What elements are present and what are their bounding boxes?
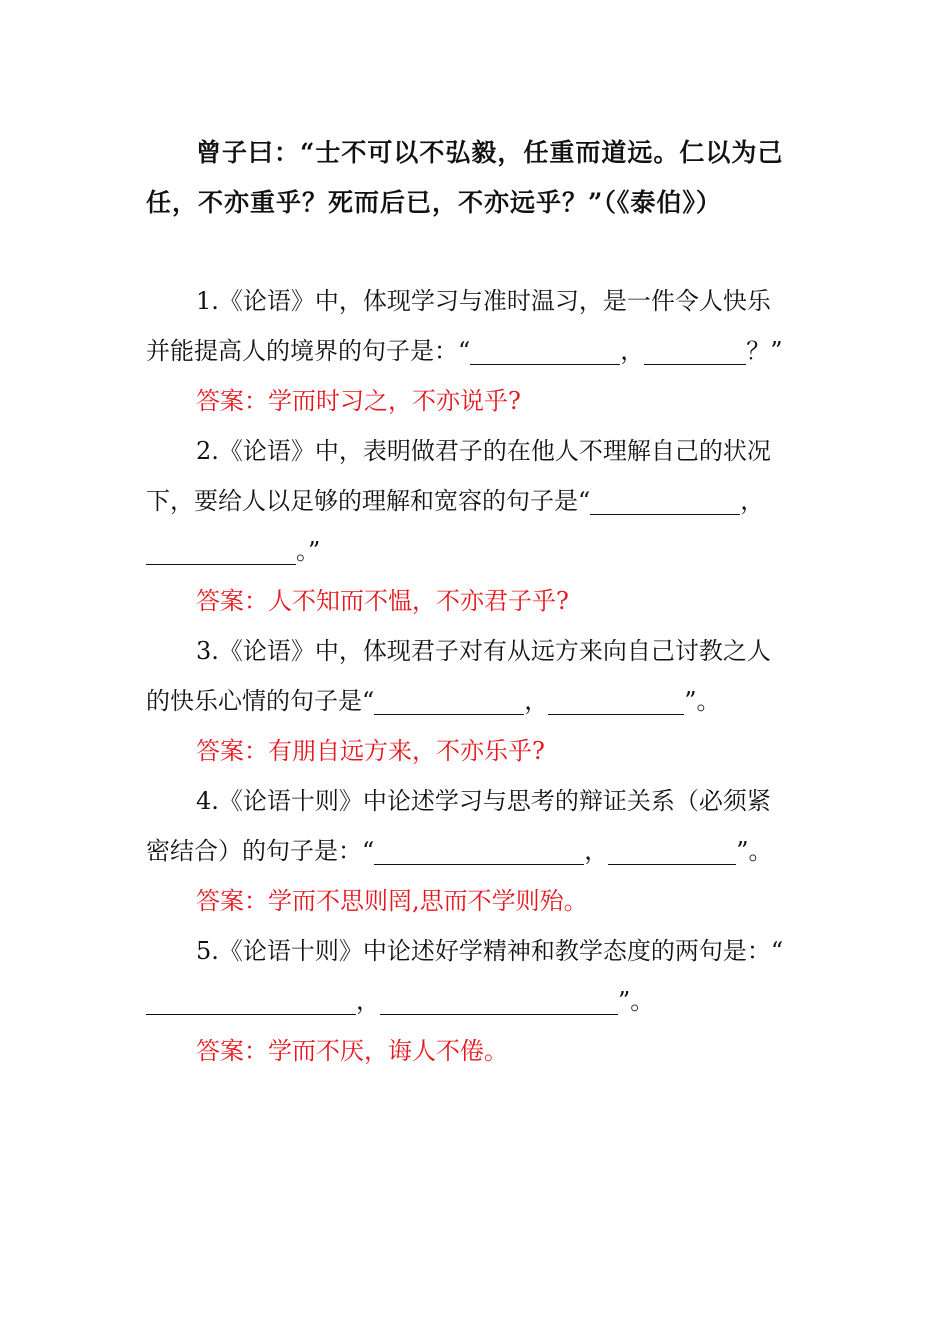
question-5 [146, 926, 791, 1026]
question-list [146, 276, 791, 1076]
question-text-end: ？” [746, 337, 783, 365]
answer-blank-1a[interactable] [470, 336, 620, 365]
question-text-end: ”。 [736, 837, 773, 865]
question-1 [146, 276, 791, 376]
answer-blank-1b[interactable] [644, 336, 746, 365]
answer-blank-5b[interactable] [380, 986, 618, 1015]
question-text-end: ”。 [684, 687, 721, 715]
answer-blank-4a[interactable] [374, 836, 584, 865]
question-2 [146, 426, 791, 576]
classical-quote: 曾子曰：“士不可以不弘毅，任重而道远。仁以为己任，不亦重乎？死而后已，不亦远乎？”（《泰伯》） [146, 138, 784, 217]
question-text: 4.《论语十则》中论述学习与思考的辩证关系（必须紧密结合）的句子是：“ [146, 787, 771, 865]
answer-1: 答案：学而时习之，不亦说乎? [196, 387, 521, 415]
answer-4: 答案：学而不思则罔,思而不学则殆。 [196, 887, 588, 915]
answer-blank-3a[interactable] [374, 686, 524, 715]
answer-5: 答案：学而不厌，诲人不倦。 [196, 1037, 508, 1065]
answer-2: 答案：人不知而不愠，不亦君子乎? [196, 587, 569, 615]
answer-blank-3b[interactable] [548, 686, 684, 715]
question-separator: ， [740, 487, 765, 515]
question-3 [146, 626, 791, 726]
question-text: 3.《论语》中，体现君子对有从远方来向自己讨教之人的快乐心情的句子是“ [146, 637, 771, 715]
question-4 [146, 776, 791, 876]
answer-blank-4b[interactable] [608, 836, 736, 865]
question-separator: ， [524, 687, 549, 715]
question-separator: ， [584, 837, 609, 865]
answer-blank-2a[interactable] [590, 486, 740, 515]
question-text: 5.《论语十则》中论述好学精神和教学态度的两句是：“ [196, 937, 784, 965]
question-text-end: 。” [296, 537, 321, 565]
question-separator: ， [620, 337, 645, 365]
question-text: 1.《论语》中，体现学习与准时温习，是一件令人快乐并能提高人的境界的句子是：“ [146, 287, 771, 365]
answer-3: 答案：有朋自远方来，不亦乐乎? [196, 737, 545, 765]
answer-blank-5a[interactable] [146, 986, 356, 1015]
answer-blank-2b[interactable] [146, 536, 296, 565]
question-text: 2.《论语》中，表明做君子的在他人不理解自己的状况下，要给人以足够的理解和宽容的句子是“ [146, 437, 771, 515]
question-text-end: ”。 [618, 987, 655, 1015]
question-separator: ， [356, 987, 380, 1015]
